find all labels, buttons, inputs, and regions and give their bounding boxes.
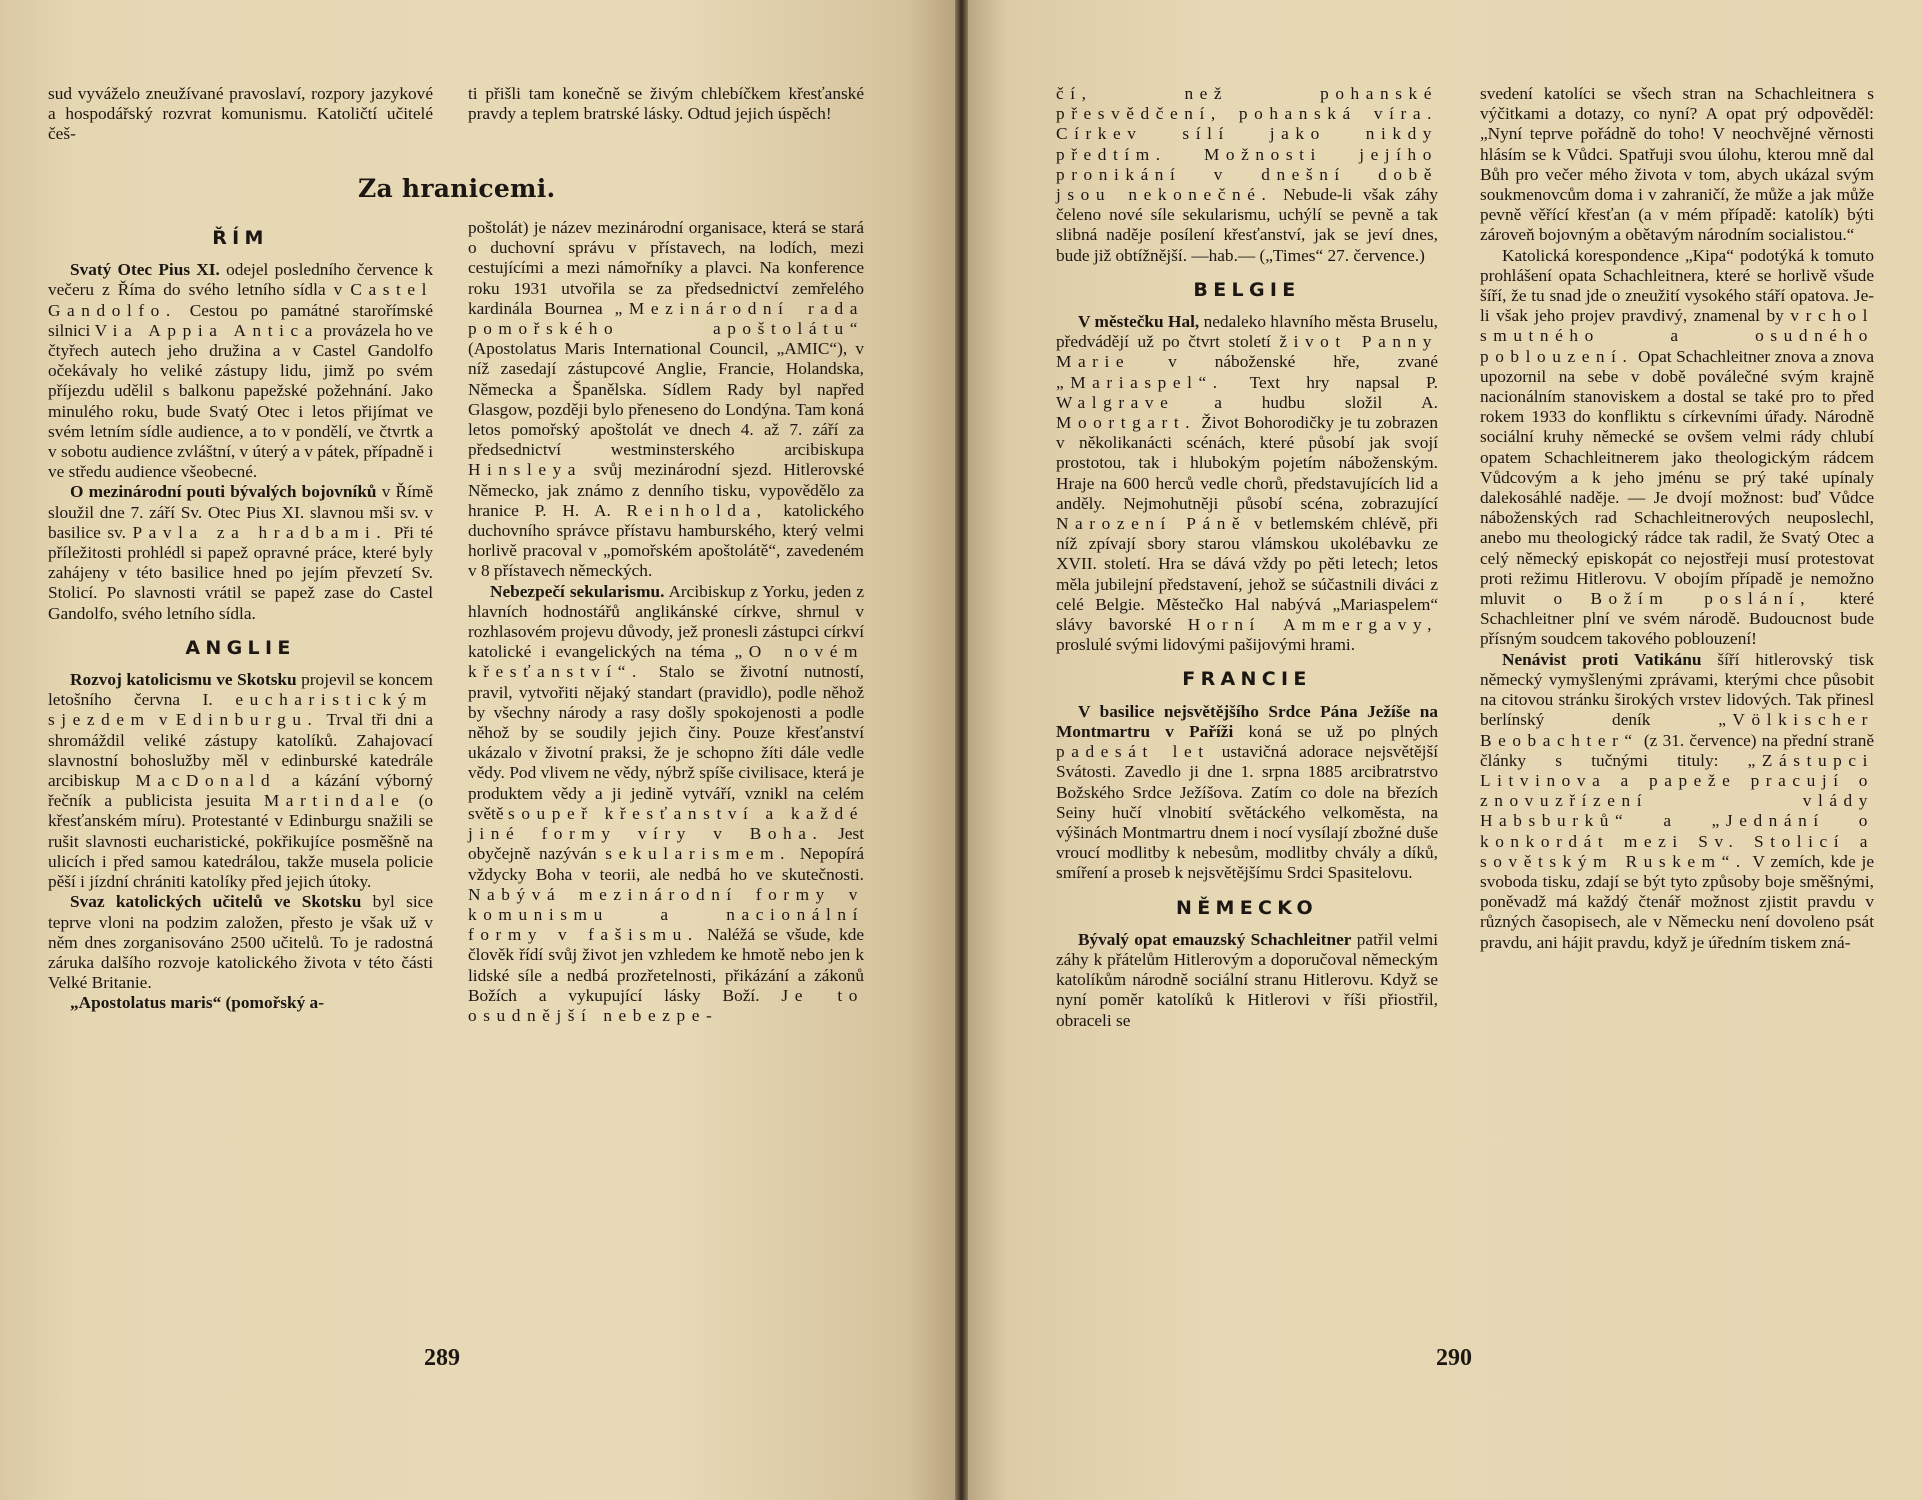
left-top-column-2 [468,84,864,124]
left-top-column-1 [48,84,433,145]
article-montmartre: V basilice nejsvětějšího Srdce Pána Ježíše na Montmartru v Paříži koná se už po plných padesát let ustavičná adorace nejsvětější Svátosti. Zavedlo ji dne 1. srpna 1885 arcibratrstvo Božského Srdce Ježíšova. Zatím co dole na březích Seiny hučí vlnobití světáckého velkoměsta, na výšinách Montmartru dnem i nocí vysílají zbožné duše vroucí modlitby k nebesům, modlitby chvály a díků, smíření a proseb k nejsvětějšímu Srdci Spasitelovu. [1056,701,1438,883]
article-secularism: Nebezpečí sekularismu. Arcibiskup z Yorku, jeden z hlavních hodnostářů anglikánské církve, shrnul v rozhlasovém projevu důvody, jež pronesli zástupci církví katolické i evangelických na téma „O novém křesťanství“. Stalo se životní nutností, pravil, vytvořiti nějaký standart (pravidlo), podle něhož by všechny národy a rasy došly spokojenosti a podle něhož by se soudily jejich činy. Pouze křesťanství ukázalo v životní praksi, že je schopno žíti dále vedle vědy. Pod vlivem ne vědy, nýbrž spíše civilisace, která je produktem vědy a ji jedině vytváří, vznikl na celém světě soupeř křesťanství a každé jiné formy víry v Boha. Jest obyčejně nazýván sekularismem. Nepopírá vždycky Boha v teorii, ale nedbá ho ve skutečnosti. Nabývá mezinárodní formy v komunismu a nacionální formy v fašismu. Naléžá se všude, kde člověk řídí svůj život jen vzhledem ke hmotě nebo jen k lidské síle a nedbá prozřetelnosti, přikázání a zákonů Božích a vykupující lásky Boží. Je to osudnější nebezpe- [468,581,865,1025]
article-pope-summer: Svatý Otec Pius XI. odejel posledního července k večeru z Říma do svého letního sídla v Castel Gandolfo. Cestou po památné starořímské silnici Via Appia Antica provázela ho ve čtyřech autech jeho družina a v Castel Gandolfo očekávaly ho veliké zástupy lidu, jimž po svém příjezdu udělil s balkonu papežské požehnání. Jako minulého roku, bude Svatý Otec i letos přijímat ve svém letním sídle audience, a to v pondělí, ve čtvrtk a v sobotu audience zvláštní, v úterý a v pátek, případně i ve středu audience všeobecné. [48,260,434,482]
article-apostolatus-start: „Apostolatus maris“ (pomořský a- [70,993,324,1013]
left-column-2 [468,218,864,1026]
left-column-1 [48,214,433,1014]
article-veterans-pilgrimage: O mezinárodní pouti bývalých bojovníků v Římě sloužil dne 7. září Sv. Otec Pius XI. slavnou mši sv. v basilice sv. Pavla za hradbami. Při té příležitosti prohlédl si papež opravné práce, které byly zahájeny v této basilice hned po jejím převzetí Sv. Stolicí. Po slavnosti vrátil se papež zase do Castel Gandolfo, svého letního sídla. [48,482,434,623]
article-kipa: Katolická korespondence „Kipa“ podotýká k tomuto prohlášení opata Schachleitnera, které se horlivě všude šíří, že tu snad jde o zneužití vysokého stáří opatova. Je-li však jeho projev pravdivý, znamenal by vrchol smutného a osudného poblouzení. Opat Schachleitner znova a znova upozornil na sebe v době poválečné svým krajně nacionálním stanoviskem a dostal se také pro to před rokem 1933 do konfliktu s církevními úřady. Národně sociální kruhy německé se ovšem velmi rády chlubí opatem Schachleitnerem jako theologickým rádcem Vůdcovým a k jeho jménu se prý také upínaly dalekosáhlé naděje. — Je dvojí možnost: buď Vůdce náboženských rad Schachleitnerových neuposlechl, anebo mu theologický rádce tak radil, že Svatý Otec a celý německý episkopát co nejostřeji musí protestovat proti režimu Hitlerovu. V obojím případě je nemožno mluvit o Božím poslání, které Schachleitner plní ve svém národě. Budoucnost bude přísným soudcem takového poblouzení! [1480,245,1874,649]
article-apostolatus-cont: poštolát) je název mezinárodní organisace, která se stará o duchovní správu v přístavech, na lodích, mezi cestujícími a mezi námořníky a plavci. Na konference roku 1931 utvořila se za předsednictví zemřelého kardinála Bournea „Mezinárodní rada pomořského apoštolátu“ (Apostolatus Maris International Council, „AMIC“), v níž zasedají zástupcové Anglie, Francie, Holandska, Německa a Španělska. Sídlem Rady byl napřed Glasgow, později bylo přeneseno do Londýna. Tam koná letos pomořský apoštolát ve dnech 4. až 7. září za předsednictví westminsterského arcibiskupa Hinsleya svůj mezinárodní sjezd. Hitlerovské Německo, jak známo z denního tisku, vypovědělo za hranice P. H. A. Reinholda, katolického duchovního správce přístavu hamburského, který velmi horlivě pracoval v „pomořském apoštolátě“, zavedeném v 8 přístavech německých. [468,218,864,581]
article-schachleitner-cont: svedení katolíci se všech stran na Schachleitnera s výčitkami a dotazy, co nyní? A opat prý odpověděl: „Nyní teprve pořádně do toho! V neochvějné věrnosti hlásím se k Vůdci. Spatřuji svou úlohu, kterou mně dal Bůh pro večer mého života v tom, abych ukázal svým soukmenovcům doma i v zahraničí, že může a jak může pevně věřící křesťan (a v mém případě: katolík) býti zároveň bojovným a obětavým národním socialistou.“ [1480,84,1874,245]
article-scotland-catholicism: Rozvoj katolicismu ve Skotsku projevil se koncem letošního června I. eucharistickým sjezdem v Edinburgu. Trval tři dni a shromáždil veliké zástupy katolíků. Zahajovací slavnostní bohoslužby měl v edinburské katedrále arcibiskup MacDonald a kázání výborný řečník a publicista jesuita Martindale (o křesťanském míru). Protestanté v Edinburgu snažili se rušit slavnosti eucharistické, pokřikujíce posměšně na ulicích i před samou katedrálou, takže musela policie pěší i jízdní chrániti katolíky před jejich útoky. [48,670,433,892]
article-hal-mariaspel: V městečku Hal, nedaleko hlavního města Bruselu, předvádějí už po čtvrt století život Panny Marie v náboženské hře, zvané „Mariaspel“. Text hry napsal P. Walgrave a hudbu složil A. Moortgart. Život Bohorodičky je tu zobrazen v několikanácti scénách, které působí jak svojí prostotou, tak i hlubokým pojetím náboženským. Hraje na 600 herců vedle chorů, představujících lid a anděly. Nejmohutněji působí scéna, zobrazující Narození Páně v betlemském chlévě, při níž zpívají sbory starou vlámskou ukolébavku ze XVII. století. Hra se dává vždy po pěti letech; letos měla jubilejní představení, jehož se súčastnili diváci z celé Belgie. Městečko Hal nabývá „Mariaspelem“ slávy bavorské Horní Ammergavy, proslulé svými lidovými pašijovými hrami. [1056,312,1438,655]
right-page [968,0,1921,1500]
right-column-2 [1480,84,1874,953]
heading-anglie: ANGLIE [185,636,296,659]
page-number: 290 [1436,1345,1472,1371]
article-schachleitner: Bývalý opat emauzský Schachleitner patřil velmi záhy k přátelům Hitlerovým a doporučoval německým katolíkům národně sociální stranu Hitlerovu. Když se nyní poměr katolíků k Hitlerovi v říši přiostřil, obraceli se [1056,929,1438,1030]
page-number: 289 [424,1345,460,1371]
heading-belgie: BELGIE [1193,278,1301,301]
right-column-1 [1056,84,1438,1031]
heading-rim: ŘÍM [212,227,269,249]
paragraph: sud vyváželo zneužívané pravoslaví, rozpory jazykové a hospodářský rozvrat komunismu. Katoličtí učitelé češ- [48,84,433,144]
section-heading: Za hranicemi. [358,174,556,203]
heading-francie: FRANCIE [1182,668,1312,691]
book-gutter [955,0,968,1500]
article-scotland-teachers: Svaz katolických učitelů ve Skotsku byl sice teprve vloni na podzim založen, přesto je však už v něm dnes zorganisováno 2500 učitelů. To je radostná záruka dalšího rozvoje katolického života v této části Velké Britanie. [48,892,434,993]
article-secularism-end: čí, než pohanské přesvědčení, pohanská víra. Církev sílí jako nikdy předtím. Možnosti jejího pronikání v dnešní době jsou nekonečné. Nebude-li však záhy čeleno nové síle sekularismu, uchýlí se pevně a tak slibná naděje posílení křesťanství, jak se jeví dnes, bude již obtížnější. —hab.— („Times“ 27. července.) [1056,84,1438,265]
article-vatican-hatred: Nenávist proti Vatikánu šíří hitlerovský tisk německý vymyšlenými zprávami, kterými chce působit na citovou stránku širokých vrstev lidových. Tak přinesl berlínský deník „Völkischer Beobachter“ (z 31. července) na přední straně články s tučnými tituly: „Zástupci Litvinova a papeže pracují o znovuzřízení vlády Habsburků“ a „Jednání o konkordát mezi Sv. Stolicí a sovětským Ruskem“. V zemích, kde je svoboda tisku, zdají se být tyto způsoby boje směšnými, poněvadž má každý čtenář možnost zjistit pravdu v různých časopisech, ale v Německu není dovoleno psát pravdu, ani hájit pravdu, když je úředním tiskem zná- [1480,649,1875,952]
heading-nemecko: NĚMECKO [1176,896,1318,919]
paragraph: ti přišli tam konečně se živým chlebíčkem křesťanské pravdy a teplem bratrské lásky. Odtud jejich úspěch! [468,84,864,124]
left-page [0,0,955,1500]
